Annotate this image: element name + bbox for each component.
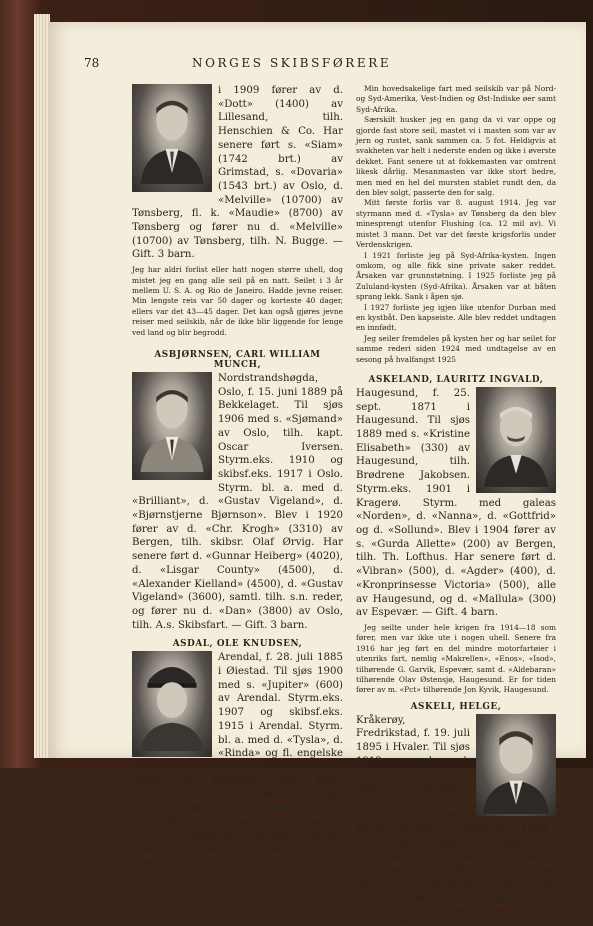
entry-text: Haugesund, f. 25. sept. 1871 i Haugesund. Til sjøs 1889 med s. «Kristine Elisabeth» (330) av Haugesund, tilh. Brødrene Jakobsen. Styrm.eks. 1901 i Kragerø. Styrm. med galeas «Norden», d. «Nanna», d. «Gottfrid» og d. «Sollund». Blev i 1904 fører av s. «Gurda Allette» (200) av Bergen, tilh. Th. Lofthus. Har senere ført d. «Vibran» (500), d. «Agder» (400), d. «Kronprinsesse Victoria» (500), alle av Haugesund, og d. «Mallula» (300) av Espevær. — Gift. 4 barn.: [356, 387, 556, 619]
entry-heading: ASKELAND, LAURITZ INGVALD,: [368, 374, 544, 385]
entry-text: i 1909 fører av d. «Dott» (1400) av Lillesand, tilh. Henschien & Co. Har senere ført s. «Siam» (1742 brt.) av Grimstad, s. «Dovaria» (1543 brt.) av Oslo, d. «Melville» (10700) av Tønsberg, fl. k. «Maudie» (8700) av Tønsberg og fører nu d. «Melville» (10700) av Tønsberg, tilh. N. Bugge. — Gift. 3 barn.: [132, 85, 343, 261]
note-paragraph: Mitt første forlis var 8. august 1914. Jeg var styrmann med d. «Tysla» av Tønsberg da den blev minesprengt utenfor Flushing (ca. 12 mil av). Vi mistet 3 mann. Det var det første krigsforlis under Verdenskrigen.: [356, 198, 556, 250]
entry-notes: [356, 84, 556, 365]
entry-note: Jeg har innehatt alle stillinger fra dekksgutt til fører av d. «Brüssel»: [356, 905, 556, 926]
portrait-figure: [132, 84, 212, 184]
entry-text: Arendal, f. 28. juli 1885 i Øiestad. Til sjøs 1900 med s. «Jupiter» (600) av Arendal. Styrm.eks. 1907 og skibsf.eks. 1915 i Arendal. Styrm. bl. a. med d. «Tysla», d. «Rinda» og fl. engelske skib. Blev i 1918 fører av d. «Rena» (8900) av Tønsberg, tilh. Wilh. Wilhelmsen. Har senere ført d. «Losna» (7000) av Tønsberg, d. «Karin» (655) og fl. hv. båter hjemmehørende i Durban. — Medl. av sjøretten i Durban. I forskj. tilfeller besiktigelsesmann for sjøkontrollen. — Gift. 1 barn.: [132, 652, 343, 869]
entry-askeland: [356, 365, 556, 696]
portrait-photo: [132, 651, 212, 757]
entry-heading: ASKELI, HELGE,: [410, 701, 502, 712]
entry-heading: ASDAL, OLE KNUDSEN,: [172, 639, 303, 650]
portrait-figure: [476, 714, 556, 814]
portrait-photo: [132, 372, 212, 480]
entry-continued: [132, 84, 343, 338]
left-column: [132, 84, 343, 871]
note-paragraph: Min hovedsakelige fart med seilskib var på Nord- og Syd-Amerika, Vest-Indien og Øst-Indiske øer samt Syd-Afrika.: [356, 84, 556, 114]
note-paragraph: Jeg seiler fremdeles på kysten her og har seilet for samme rederi siden 1924 med undtagelse av en sesong på hvalfangst 1925: [356, 333, 556, 364]
entry-heading: ASBJØRNSEN, CARL WILLIAM MUNCH,: [154, 349, 321, 370]
note-paragraph: Særskilt husker jeg en gang da vi var oppe og gjorde fast store seil, mastet vi i masten som var av jern og rustet, sank sammen ca. 5 fot. Heldigvis at svakheten var helt i nederste enden og ikke i øverste dekket. Fant senere ut at fokkemasten var omtrent likesk dårlig. Mesanmasten var ikke stort bedre, men med en hel del mursten stablet rundt den, da den blev solgt, passerte den for salg.: [356, 115, 556, 198]
page-number: 78: [84, 56, 100, 70]
entry-asbjornsen: [132, 338, 343, 632]
portrait-photo: [132, 84, 212, 192]
entry-asdal: [132, 632, 343, 870]
right-column: [356, 84, 556, 926]
portrait-figure: [476, 387, 556, 487]
portrait-photo: [476, 714, 556, 816]
entry-text: Nordstrandshøgda, Oslo, f. 15. juni 1889 på Bekkelaget. Til sjøs 1906 med s. «Sjømand» av Oslo, tilh. kapt. Oscar Iversen. Styrm.eks. 1910 og skibsf.eks. 1917 i Oslo. Styrm. bl. a. med d. «Brilliant», d. «Gustav Vigeland», d. «Bjørnstjerne Bjørnson». Blev i 1920 fører av d. «Chr. Krogh» (3310) av Bergen, tilh. skibsr. Olaf Ørvig. Har senere ført d. «Gunnar Heiberg» (4020), d. «Lisgar County» (4500), d. «Alexander Kielland» (4500), d. «Gustav Vigeland» (3600), samtl. tilh. s.n. reder, og fører nu d. «Dan» (3800) av Oslo, tilh. A.s. Skibsfart. — Gift. 3 barn.: [132, 372, 343, 631]
note-paragraph: I 1927 forliste jeg igjen like utenfor Durban med en kystbåt. Den kapseiste. Alle blev reddet undtagen en innfødt.: [356, 302, 556, 333]
entry-note: Jeg har aldri forlist eller hatt nogen større uhell, dog mistet jeg en gang alle seil på en natt. Seilet i 3 år mellem U. S. A. og Rio de Janeiro. Hadde jevne reiser. Min lengste reis var 50 dager og korteste 40 dager, ellers var det 43—45 dager. Det kan også gjøres jevne reiser med seilskib, når de ikke blir liggende for lenge ved land og blir begrodd.: [132, 265, 343, 337]
entry-note: Jeg seilte under hele krigen fra 1914—18 som fører, men var ikke ute i nogen uhell. Senere fra 1916 har jeg ført en del mindre motorfartøier i utenriks fart, nemlig «Makrellen», «Enos», «Isod», tilhørende G. Garvik, Espevær, samt d. «Aldebaran» tilhørende Olav Østensjø, Haugesund. Er for tiden fører av m. «Pct» tilhørende Jon Kyvik, Haugesund.: [356, 622, 556, 695]
portrait-figure: [132, 651, 212, 751]
entry-text: Kråkerøy, Fredrikstad, f. 19. juli 1895 i Hvaler. Til sjøs 1912 med d. «Brüssel» (2000) av Oslo, tilh. Fred. Olsen & Co. Styrm.eks. 1917 ved Sjømil. korps i Horten og skibsf.eks. 1918 i Oslo. Styrm. med d. «Breda», d. «Brüssel» og d. «Borgsten». Blev i 1924 fører av d. «Brüssel» (2000) og fører nu d. «Borgsten» (2550), alle tilh. s.n. rederi. — Gift. 2 barn.: [356, 714, 556, 904]
entry-askeli: [356, 696, 556, 926]
note-paragraph: I 1921 forliste jeg på Syd-Afrika-kysten. Ingen omkom, og alle fikk sine private saker reddet. Årsaken var grunnstøtning. I 1925 forliste jeg på Zululand-kysten (Syd-Afrika). Årsaken var at båten sprang lekk. Sank i åpen sjø.: [356, 250, 556, 302]
portrait-figure: [132, 372, 212, 472]
running-title: NORGES SKIBSFØRERE: [192, 56, 392, 70]
portrait-photo: [476, 387, 556, 493]
